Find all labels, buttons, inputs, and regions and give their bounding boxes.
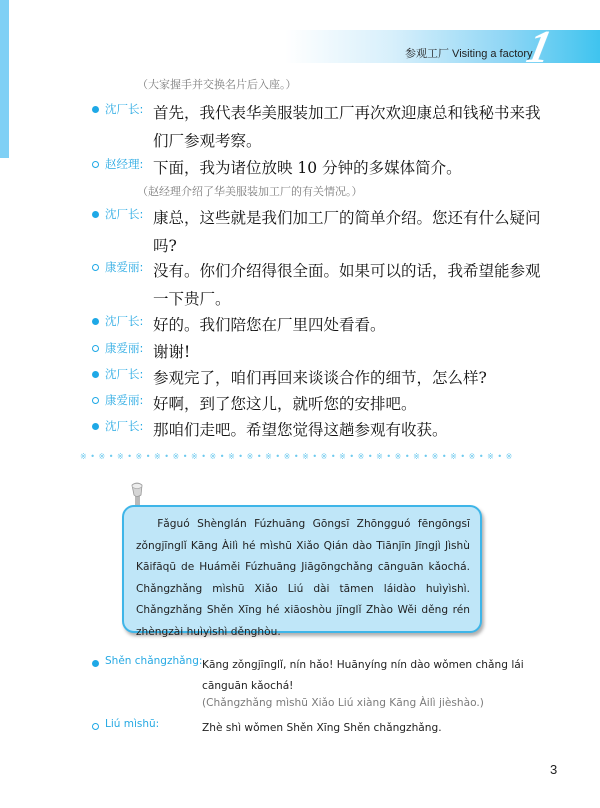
chapter-number: 1	[522, 21, 557, 72]
decorative-separator: ※ • ※ • ※ • ※ • ※ • ※ • ※ • ※ • ※ • ※ • ※ • ※ • ※ • ※ • ※ • ※ • ※ • ※ • ※ • ※ • ※ • ※ • ※ • ※	[80, 452, 513, 461]
hollow-bullet-icon	[92, 264, 99, 271]
chapter-title: 参观工厂 Visiting a factory	[405, 48, 533, 60]
hollow-bullet-icon	[92, 397, 99, 404]
speech-text: 参观完了，咱们再回来谈谈合作的细节，怎么样?	[153, 369, 487, 387]
speaker-label: 康爱丽:	[105, 393, 144, 407]
speaker-label: 康爱丽:	[105, 341, 144, 355]
pinyin-summary-box	[122, 505, 482, 638]
speech-text: 下面，我为诸位放映 10 分钟的多媒体简介。	[153, 159, 462, 177]
speech-text: 首先，我代表华美服装加工厂再次欢迎康总和钱秘书来我们厂参观考察。	[153, 104, 541, 150]
speaker-label: 沈厂长:	[105, 102, 144, 116]
speaker-label: 沈厂长:	[105, 367, 144, 381]
speech-text: Kāng zǒngjīnglǐ, nín hǎo! Huānyíng nín dào wǒmen chǎng lái cānguān kǎochá!	[202, 659, 524, 692]
hollow-bullet-icon	[92, 723, 99, 730]
speech-text: 那咱们走吧。希望您觉得这趟参观有收获。	[153, 421, 448, 439]
stage-direction: （大家握手并交换名片后入座。）	[137, 78, 297, 91]
filled-bullet-icon	[92, 211, 99, 218]
speaker-label: 沈厂长:	[105, 207, 144, 221]
speech-text: 谢谢!	[153, 343, 191, 361]
filled-bullet-icon	[92, 423, 99, 430]
speech-text: 没有。你们介绍得很全面。如果可以的话，我希望能参观一下贵厂。	[153, 262, 541, 308]
speaker-label: 沈厂长:	[105, 419, 144, 433]
left-edge-color-bar	[0, 0, 9, 158]
speech-text: 好啊，到了您这儿，就听您的安排吧。	[153, 395, 417, 413]
speaker-label: Liú mìshū:	[105, 718, 160, 730]
speech-text: 好的。我们陪您在厂里四处看看。	[153, 316, 386, 334]
stage-direction: (Chǎngzhǎng mìshū Xiǎo Liú xiàng Kāng Àilì jièshào.)	[202, 697, 484, 709]
speech-text: Zhè shì wǒmen Shěn Xīng Shěn chǎngzhǎng.	[202, 722, 442, 734]
filled-bullet-icon	[92, 660, 99, 667]
speaker-label: 康爱丽:	[105, 260, 144, 274]
hollow-bullet-icon	[92, 161, 99, 168]
speech-text: 康总，这些就是我们加工厂的简单介绍。您还有什么疑问吗?	[153, 209, 541, 255]
speaker-label: Shěn chǎngzhǎng:	[105, 655, 203, 667]
stage-direction: （赵经理介绍了华美服装加工厂的有关情况。）	[137, 185, 363, 198]
hollow-bullet-icon	[92, 345, 99, 352]
filled-bullet-icon	[92, 318, 99, 325]
filled-bullet-icon	[92, 371, 99, 378]
page-number: 3	[550, 762, 558, 777]
filled-bullet-icon	[92, 106, 99, 113]
pinyin-summary-text: Fǎguó Shènglán Fúzhuāng Gōngsī Zhōngguó fēngōngsī zǒngjīnglǐ Kāng Àilì hé mìshū Xiǎo Qián dào Tiānjīn Jīngjì Jìshù Kāifāqū de Huáměi Fúzhuāng Jiāgōngchǎng cānguān kǎochá. Chǎngzhǎng mìshū Xiǎo Liú dài tāmen láidào huìyìshì. Chǎngzhǎng Shěn Xīng hé xiāoshòu jīnglǐ Zhào Wěi děng rén zhèngzài huìyìshì děnghòu.	[136, 518, 470, 638]
speaker-label: 赵经理:	[105, 157, 144, 171]
speaker-label: 沈厂长:	[105, 314, 144, 328]
